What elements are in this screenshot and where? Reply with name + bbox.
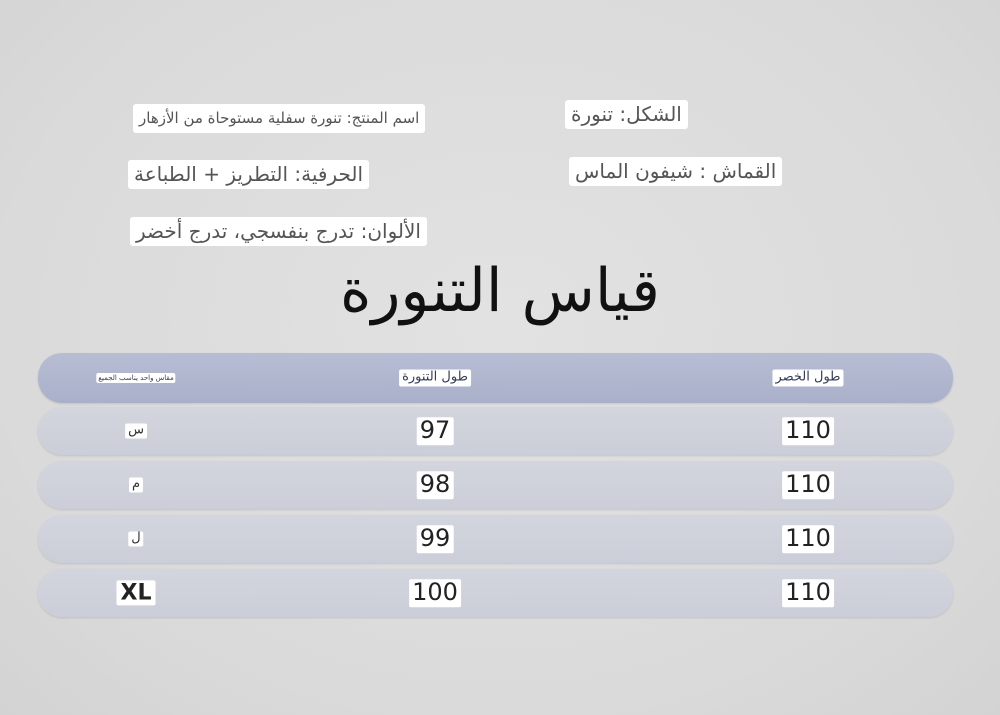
- waist-value: 110: [782, 471, 834, 499]
- size-value: س: [125, 424, 147, 439]
- header-waist: طول الخصر: [772, 370, 843, 387]
- table-row: [38, 569, 953, 617]
- length-value: 97: [417, 417, 454, 445]
- table-row: [38, 407, 953, 455]
- length-value: 100: [409, 579, 461, 607]
- header-size: مقاس واحد يناسب الجميع: [98, 373, 174, 382]
- size-value: م: [129, 478, 143, 493]
- shape-label: الشكل: تنورة: [565, 100, 688, 129]
- size-value: XL: [117, 580, 156, 605]
- waist-value: 110: [782, 417, 834, 445]
- table-row: [38, 461, 953, 509]
- colors-label: الألوان: تدرج بنفسجي، تدرج أخضر: [130, 217, 427, 246]
- fabric-label: القماش : شيفون الماس: [569, 157, 782, 186]
- size-value: ل: [128, 532, 143, 547]
- craft-label: الحرفية: التطريز + الطباعة: [128, 160, 369, 189]
- size-table-header: [38, 353, 953, 403]
- length-value: 99: [417, 525, 454, 553]
- header-length: طول التنورة: [399, 370, 471, 387]
- product-name-label: اسم المنتج: تنورة سفلية مستوحاة من الأزهار: [133, 104, 425, 133]
- page-title: قياس التنورة: [340, 256, 660, 326]
- table-row: [38, 515, 953, 563]
- waist-value: 110: [782, 579, 834, 607]
- length-value: 98: [417, 471, 454, 499]
- waist-value: 110: [782, 525, 834, 553]
